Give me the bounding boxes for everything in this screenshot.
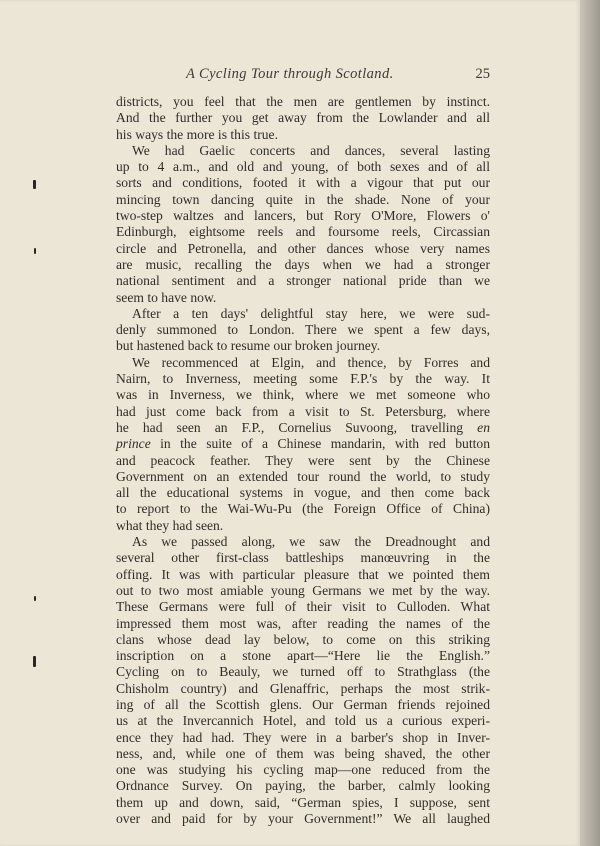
text-line: out to two most amiable young Germans we met by the way. bbox=[116, 582, 490, 598]
text-line: but hastened back to resume our broken journey. bbox=[116, 338, 381, 354]
text-line bbox=[116, 420, 490, 436]
text-line: ness, and, while one of them was being shaved, the other bbox=[116, 745, 490, 761]
text-line: We recommenced at Elgin, and thence, by Forres and bbox=[132, 354, 490, 370]
binding-hole-mark bbox=[33, 656, 36, 667]
text-line: And the further you get away from the Lowlander and all bbox=[116, 110, 490, 126]
text-line: was in Inverness, we think, where we met someone who bbox=[116, 387, 490, 403]
text-line: Chisholm country) and Glenaffric, perhaps the most strik- bbox=[116, 680, 490, 696]
text-fragment: he had seen an F.P., Cornelius Suvoong, travelling bbox=[116, 419, 464, 435]
text-line: ence they had had. They were in a barber's shop in Inver- bbox=[116, 729, 490, 745]
text-line: several other first-class battleships manœuvring in the bbox=[116, 550, 490, 566]
text-line: Cycling on to Beauly, we turned off to Strathglass (the bbox=[116, 664, 490, 680]
text-line: Nairn, to Inverness, meeting some F.P.'s by the way. It bbox=[116, 371, 490, 387]
text-line: Government on an extended tour round the world, to study bbox=[116, 468, 490, 484]
text-line: We had Gaelic concerts and dances, several lasting bbox=[132, 142, 490, 158]
text-line: As we passed along, we saw the Dreadnought and bbox=[132, 534, 490, 550]
text-line: districts, you feel that the men are gentlemen by instinct. bbox=[116, 94, 490, 109]
text-line: up to 4 a.m., and old and young, of both sexes and of all bbox=[116, 159, 490, 175]
text-line: over and paid for by your Government!” We all laughed bbox=[116, 811, 490, 827]
text-fragment: in the suite of a Chinese mandarin, with red button bbox=[150, 436, 490, 452]
text-line: clans whose dead lay below, to come on this striking bbox=[116, 631, 490, 647]
page-number: 25 bbox=[475, 66, 490, 82]
text-line: two-step waltzes and lancers, but Rory O'More, Flowers o' bbox=[116, 208, 490, 224]
text-line: After a ten days' delightful stay here, we were sud- bbox=[132, 305, 490, 321]
text-line: had just come back from a visit to St. Petersburg, where bbox=[116, 403, 490, 419]
body-text bbox=[116, 94, 490, 827]
text-line: sorts and conditions, footed it with a vigour that put our bbox=[116, 175, 490, 191]
running-head bbox=[116, 66, 490, 86]
binding-hole-mark bbox=[34, 248, 36, 254]
text-line: impressed them most was, after reading the names of the bbox=[116, 615, 490, 631]
text-line: to report to the Wai-Wu-Pu (the Foreign Office of China) bbox=[116, 501, 490, 517]
binding-hole-mark bbox=[34, 596, 36, 601]
text-line: what they had seen. bbox=[116, 517, 224, 533]
text-line bbox=[116, 436, 490, 452]
text-line: denly summoned to London. There we spent a few days, bbox=[116, 322, 490, 338]
italic-text: en bbox=[477, 419, 490, 435]
italic-text: prince bbox=[116, 436, 151, 452]
text-line: ing of all the Scottish glens. Our German friends rejoined bbox=[116, 696, 490, 712]
text-line: Edinburgh, eightsome reels and foursome reels, Circassian bbox=[116, 224, 490, 240]
text-line: national sentiment and a stronger national pride than we bbox=[116, 273, 490, 289]
text-line: us at the Invercannich Hotel, and told us a curious experi- bbox=[116, 713, 490, 729]
page-edge bbox=[580, 0, 600, 846]
text-line: Ordnance Survey. On paying, the barber, calmly looking bbox=[116, 778, 490, 794]
text-line: inscription on a stone apart—“Here lie the English.” bbox=[116, 648, 490, 664]
text-line: one was studying his cycling map—one reduced from the bbox=[116, 762, 490, 778]
text-line: circle and Petronella, and other dances whose very names bbox=[116, 240, 490, 256]
text-line: them up and down, said, “German spies, I suppose, sent bbox=[116, 794, 490, 810]
binding-hole-mark bbox=[33, 180, 36, 189]
text-line: seem to have now. bbox=[116, 289, 217, 305]
text-line: and peacock feather. They were sent by the Chinese bbox=[116, 452, 490, 468]
text-line: These Germans were full of their visit to Culloden. What bbox=[116, 599, 490, 615]
text-line: his ways the more is this true. bbox=[116, 126, 278, 142]
running-head-title: A Cycling Tour through Scotland. bbox=[186, 66, 394, 82]
text-line: all the educational systems in vogue, and then come back bbox=[116, 485, 490, 501]
text-line: are music, recalling the days when we had a stronger bbox=[116, 256, 490, 272]
text-line: mincing town dancing quite in the shade. None of your bbox=[116, 191, 490, 207]
text-line: offing. It was with particular pleasure that we pointed them bbox=[116, 566, 490, 582]
